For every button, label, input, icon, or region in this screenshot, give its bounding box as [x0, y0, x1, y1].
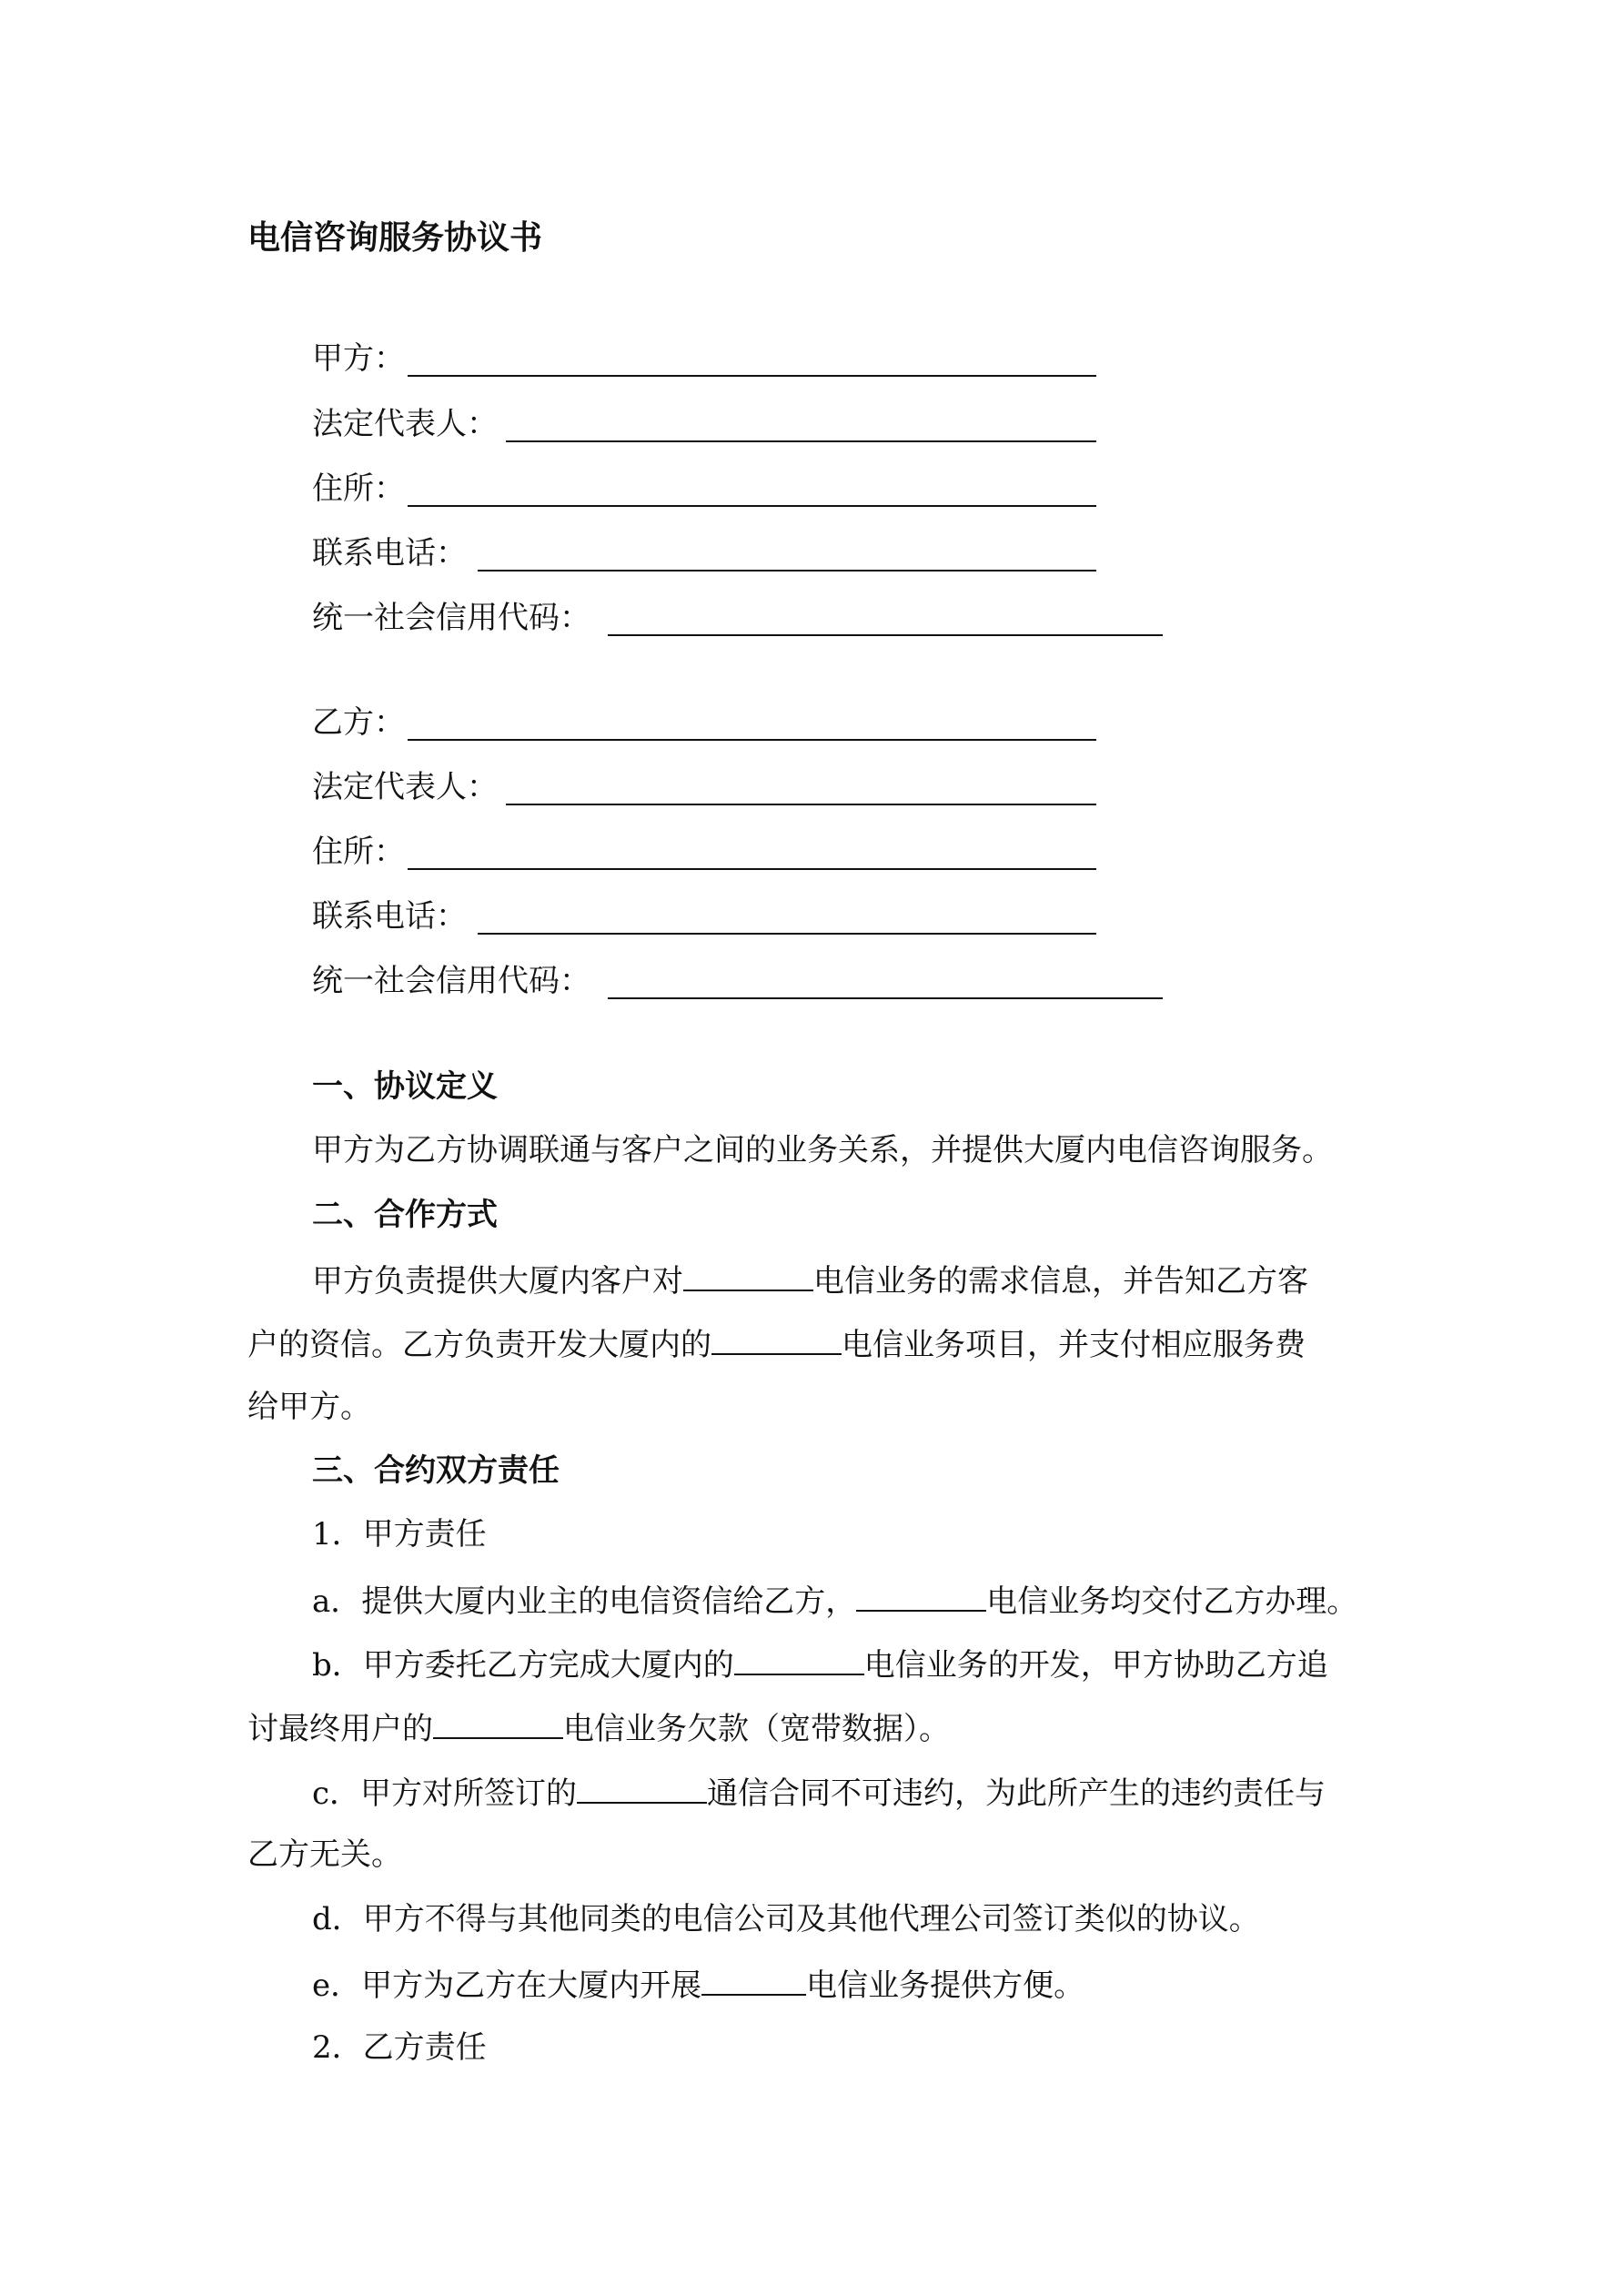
- party-a-phone-field[interactable]: [312, 531, 467, 575]
- party-b-address-blank[interactable]: [408, 868, 1096, 870]
- document-title: 电信咨询服务协议书: [247, 219, 543, 257]
- party-a-phone-label: 联系电话：: [312, 535, 467, 571]
- clause-a-start: a．提供大厦内业主的电信资信给乙方，: [312, 1583, 857, 1620]
- party-a-credit-code-label: 统一社会信用代码：: [312, 600, 590, 636]
- fill-in-blank[interactable]: [683, 1257, 813, 1291]
- clause-c-start: c．甲方对所签订的: [312, 1775, 578, 1812]
- clause-c-line-2: 乙方无关。: [247, 1836, 402, 1873]
- party-a-name-label: 甲方：: [312, 340, 405, 377]
- party-a-phone-blank[interactable]: [478, 570, 1096, 571]
- clause-d: d．甲方不得与其他同类的电信公司及其他代理公司签订类似的协议。: [312, 1901, 1260, 1937]
- party-b-credit-code-label: 统一社会信用代码：: [312, 963, 590, 999]
- party-a-name-blank[interactable]: [408, 375, 1096, 377]
- party-b-name-blank[interactable]: [408, 739, 1096, 741]
- fill-in-blank[interactable]: [701, 1961, 806, 1996]
- party-a-rep-blank[interactable]: [506, 440, 1096, 442]
- section-2-heading: 二、合作方式: [312, 1197, 498, 1233]
- clause-c-middle: 通信合同不可违约，为此所产生的违约责任与: [707, 1775, 1326, 1812]
- party-b-phone-label: 联系电话：: [312, 898, 467, 935]
- fill-in-blank[interactable]: [577, 1769, 707, 1804]
- party-b-credit-code-field[interactable]: [312, 959, 590, 1003]
- fill-in-blank[interactable]: [856, 1577, 986, 1612]
- clause-b-start: b．甲方委托乙方完成大厦内的: [312, 1647, 734, 1684]
- clause-a-end: 电信业务均交付乙方办理。: [986, 1583, 1358, 1620]
- clause-b-end: 电信业务欠款（宽带数据）。: [563, 1711, 950, 1747]
- clause-b-line-1: [312, 1641, 1328, 1687]
- clause-b-line-2: [247, 1704, 950, 1751]
- section-2-line-2-end: 电信业务项目，并支付相应服务费: [842, 1327, 1306, 1363]
- section-1-heading: 一、协议定义: [312, 1068, 498, 1105]
- clause-b-middle: 电信业务的开发，甲方协助乙方追: [863, 1647, 1328, 1684]
- section-2-paragraph-line-3: 给甲方。: [247, 1389, 371, 1425]
- party-b-rep-blank[interactable]: [506, 804, 1096, 805]
- party-b-phone-blank[interactable]: [478, 933, 1096, 935]
- party-a-credit-code-field[interactable]: [312, 596, 590, 640]
- clause-e: [312, 1961, 1084, 2008]
- fill-in-blank[interactable]: [711, 1320, 842, 1355]
- party-a-address-label: 住所：: [312, 470, 405, 507]
- party-b-address-label: 住所：: [312, 834, 405, 870]
- party-a-rep-field[interactable]: [312, 402, 498, 446]
- section-3-sub-1: 1．甲方责任: [312, 1516, 487, 1553]
- party-b-name-label: 乙方：: [312, 704, 405, 741]
- party-b-credit-code-blank[interactable]: [608, 997, 1163, 999]
- clause-e-end: 电信业务提供方便。: [806, 1967, 1085, 2004]
- section-3-heading: 三、合约双方责任: [312, 1452, 560, 1489]
- party-a-rep-label: 法定代表人：: [312, 406, 498, 442]
- clause-e-start: e．甲方为乙方在大厦内开展: [312, 1967, 702, 2004]
- section-2-line-1-start: 甲方负责提供大厦内客户对: [312, 1263, 683, 1300]
- section-2-paragraph-line-2: [247, 1320, 1306, 1367]
- party-b-name-field[interactable]: [312, 701, 405, 744]
- clause-c-line-1: [312, 1769, 1326, 1816]
- party-a-name-field[interactable]: [312, 337, 405, 380]
- section-2-line-1-end: 电信业务的需求信息，并告知乙方客: [813, 1263, 1308, 1300]
- clause-a: [312, 1577, 1357, 1623]
- party-b-rep-label: 法定代表人：: [312, 769, 498, 805]
- clause-b-line-2-start: 讨最终用户的: [247, 1711, 433, 1747]
- section-2-line-2-start: 户的资信。乙方负责开发大厦内的: [247, 1327, 711, 1363]
- section-3-sub-2: 2．乙方责任: [312, 2029, 487, 2066]
- section-1-text: 甲方为乙方协调联通与客户之间的业务关系，并提供大厦内电信咨询服务。: [312, 1132, 1333, 1168]
- party-a-credit-code-blank[interactable]: [608, 634, 1163, 636]
- party-b-rep-field[interactable]: [312, 765, 498, 809]
- fill-in-blank[interactable]: [734, 1641, 864, 1675]
- party-a-address-blank[interactable]: [408, 505, 1096, 507]
- party-b-address-field[interactable]: [312, 830, 405, 874]
- fill-in-blank[interactable]: [433, 1704, 563, 1739]
- party-b-phone-field[interactable]: [312, 895, 467, 938]
- section-2-paragraph-line-1: [312, 1257, 1308, 1303]
- party-a-address-field[interactable]: [312, 467, 405, 511]
